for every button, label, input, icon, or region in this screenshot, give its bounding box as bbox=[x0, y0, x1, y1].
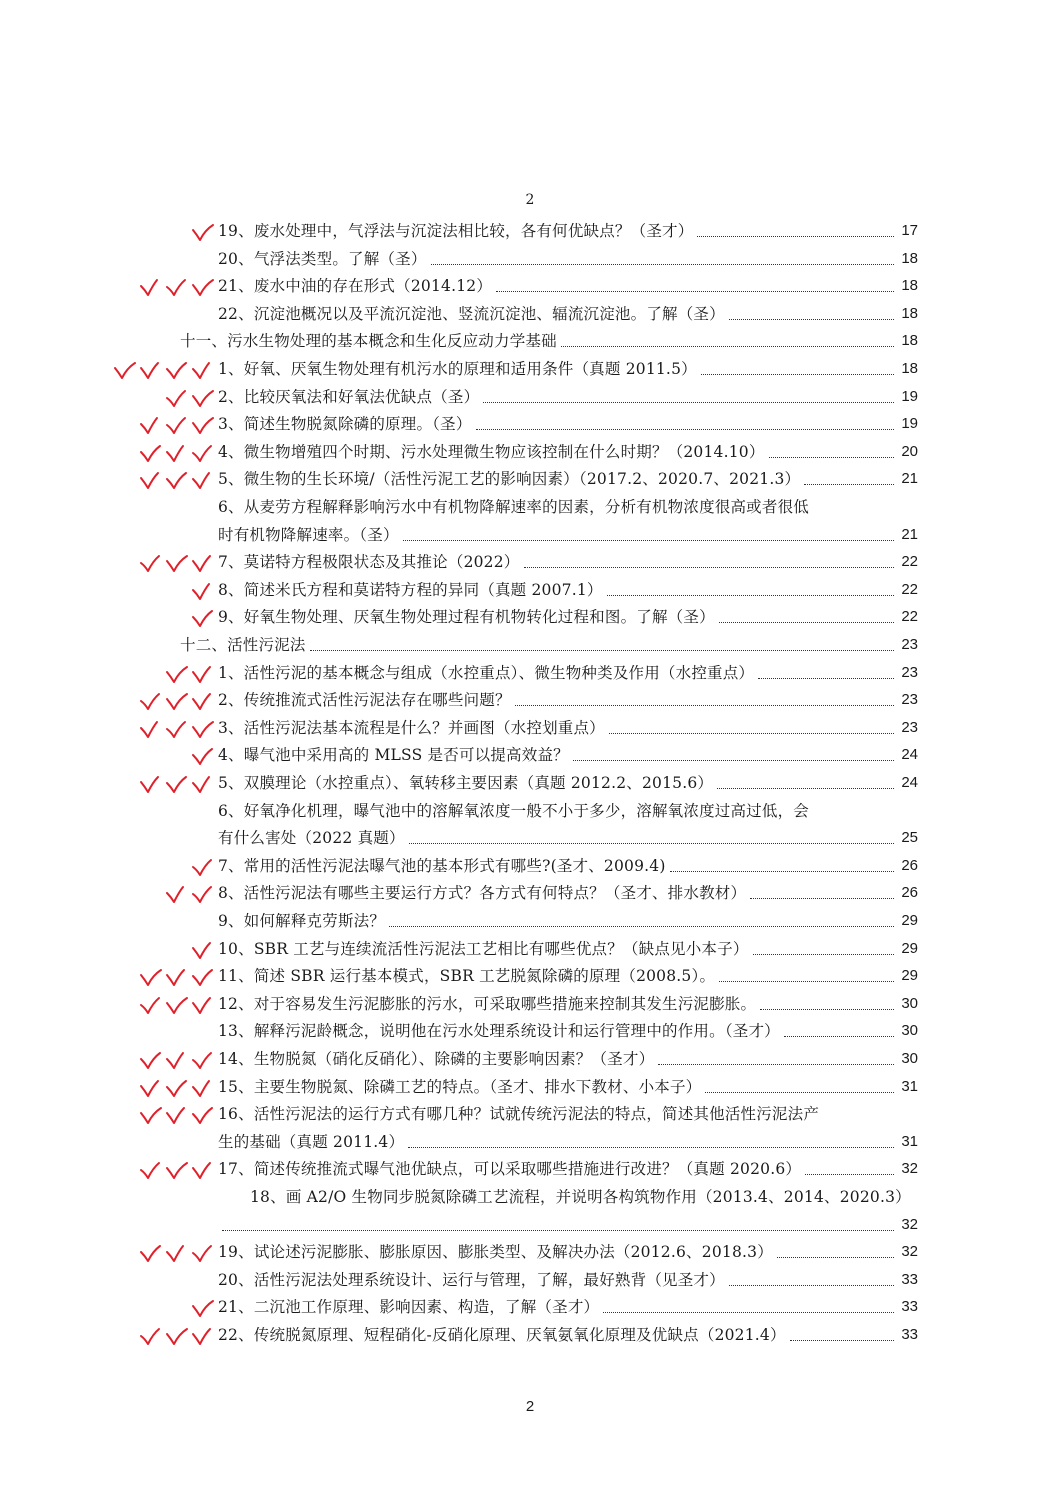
toc-page-number: 21 bbox=[901, 470, 918, 488]
checkmark-icon bbox=[164, 1104, 190, 1126]
checkmark-icon bbox=[138, 1242, 164, 1264]
toc-page-number: 19 bbox=[901, 415, 918, 433]
checkmark-icon bbox=[164, 552, 190, 574]
toc-entry[interactable] bbox=[0, 632, 1060, 660]
toc-entry[interactable] bbox=[0, 880, 1060, 908]
checkmark-icon bbox=[138, 718, 164, 740]
toc-entry-title: 7、常用的活性污泥法曝气池的基本形式有哪些?(圣才、2009.4) bbox=[218, 856, 666, 875]
dot-leader bbox=[760, 1009, 894, 1010]
dot-leader bbox=[784, 1036, 894, 1037]
dot-leader bbox=[609, 733, 894, 734]
toc-page-number: 30 bbox=[901, 994, 918, 1012]
checkmark-icon bbox=[164, 1159, 190, 1181]
checkmark-icon bbox=[190, 552, 216, 574]
toc-entry[interactable] bbox=[0, 963, 1060, 991]
toc-page-number: 22 bbox=[901, 553, 918, 571]
toc-entry-title: 3、活性污泥法基本流程是什么？并画图（水控划重点） bbox=[218, 718, 605, 737]
toc-entry[interactable] bbox=[0, 273, 1060, 301]
toc-entry-title: 5、双膜理论（水控重点）、氧转移主要因素（真题 2012.2、2015.6） bbox=[218, 774, 714, 792]
toc-page-number: 31 bbox=[901, 1077, 918, 1095]
check-marks bbox=[138, 991, 216, 1019]
toc-entry[interactable] bbox=[0, 936, 1060, 964]
toc-page-number: 32 bbox=[901, 1160, 918, 1178]
checkmark-icon bbox=[164, 773, 190, 795]
check-marks bbox=[138, 687, 216, 715]
dot-leader bbox=[705, 1092, 894, 1093]
toc-entry-title: 3、简述生物脱氮除磷的原理。（圣） bbox=[218, 415, 472, 434]
checkmark-icon bbox=[190, 1242, 216, 1264]
toc-entry-title: 22、传统脱氮原理、短程硝化-反硝化原理、厌氧氨氧化原理及优缺点（2021.4） bbox=[218, 1326, 786, 1344]
checkmark-icon bbox=[164, 883, 190, 905]
toc-page-number: 18 bbox=[901, 249, 918, 267]
checkmark-icon bbox=[138, 442, 164, 464]
toc-entry-title: 20、气浮法类型。了解（圣） bbox=[218, 249, 427, 268]
checkmark-icon bbox=[190, 883, 216, 905]
checkmark-icon bbox=[190, 994, 216, 1016]
checkmark-icon bbox=[138, 414, 164, 436]
toc-page-number: 18 bbox=[901, 277, 918, 295]
dot-leader bbox=[777, 1257, 894, 1258]
toc-entry-title-continued: 时有机物降解速率。（圣） bbox=[218, 525, 399, 544]
checkmark-icon bbox=[190, 1049, 216, 1071]
checkmark-icon bbox=[138, 1325, 164, 1347]
checkmark-icon bbox=[190, 221, 216, 243]
check-marks bbox=[138, 439, 216, 467]
checkmark-icon bbox=[190, 690, 216, 712]
toc-entry[interactable] bbox=[0, 439, 1060, 467]
checkmark-icon bbox=[190, 387, 216, 409]
dot-leader bbox=[805, 1174, 894, 1175]
page-number-top: 2 bbox=[525, 192, 535, 208]
checkmark-icon bbox=[190, 1077, 216, 1099]
toc-entry-title: 1、好氧、厌氧生物处理有机污水的原理和适用条件（真题 2011.5） bbox=[218, 360, 697, 378]
dot-leader bbox=[403, 540, 894, 541]
check-marks bbox=[138, 1101, 216, 1129]
dot-leader bbox=[697, 236, 894, 237]
dot-leader bbox=[658, 1064, 894, 1065]
check-marks bbox=[190, 936, 216, 964]
toc-entry-title: 22、沉淀池概况以及平流沉淀池、竖流沉淀池、辐流沉淀池。了解（圣） bbox=[218, 304, 725, 323]
toc-entry-title: 17、简述传统推流式曝气池优缺点，可以采取哪些措施进行改进？（真题 2020.6） bbox=[218, 1160, 802, 1179]
toc-entry[interactable] bbox=[0, 301, 1060, 329]
dot-leader bbox=[769, 457, 894, 458]
toc-entry[interactable] bbox=[0, 494, 1060, 549]
check-marks bbox=[190, 604, 216, 632]
toc-page-number: 31 bbox=[901, 1132, 918, 1150]
toc-page-number: 19 bbox=[901, 387, 918, 405]
toc-page-number: 24 bbox=[901, 774, 918, 791]
dot-leader bbox=[408, 1147, 894, 1148]
checkmark-icon bbox=[138, 994, 164, 1016]
checkmark-icon bbox=[164, 994, 190, 1016]
toc-page-number: 23 bbox=[901, 663, 918, 681]
toc-entry-title: 16、活性污泥法的运行方式有哪几种？试就传统污泥法的特点，简述其他活性污泥法产 bbox=[218, 1105, 820, 1124]
toc-entry-title: 10、SBR 工艺与连续流活性污泥法工艺相比有哪些优点？（缺点见小本子） bbox=[218, 939, 749, 958]
checkmark-icon bbox=[164, 718, 190, 740]
checkmark-icon bbox=[164, 469, 190, 491]
dot-leader bbox=[729, 319, 894, 320]
toc-entry[interactable] bbox=[0, 908, 1060, 936]
dot-leader bbox=[729, 1285, 894, 1286]
toc-entry[interactable] bbox=[0, 1239, 1060, 1267]
checkmark-icon bbox=[164, 414, 190, 436]
toc-entry-title: 15、主要生物脱氮、除磷工艺的特点。（圣才、排水下教材、小本子） bbox=[218, 1077, 702, 1096]
checkmark-icon bbox=[138, 552, 164, 574]
toc-page-number: 30 bbox=[901, 1050, 918, 1067]
checkmark-icon bbox=[138, 469, 164, 491]
toc-entry-title: 14、生物脱氮（硝化反硝化）、除磷的主要影响因素？（圣才） bbox=[218, 1050, 655, 1068]
toc-entry-title: 4、曝气池中采用高的 MLSS 是否可以提高效益？ bbox=[218, 746, 569, 765]
check-marks bbox=[138, 466, 216, 494]
toc-entry[interactable] bbox=[0, 853, 1060, 881]
dot-leader bbox=[476, 429, 894, 430]
toc-page-number: 29 bbox=[901, 939, 918, 957]
toc-entry-title: 5、微生物的生长环境/（活性污泥工艺的影响因素）（2017.2、2020.7、2021.3） bbox=[218, 470, 801, 489]
toc-entry[interactable] bbox=[0, 328, 1060, 356]
toc-entry[interactable] bbox=[0, 356, 1060, 384]
checkmark-icon bbox=[164, 359, 190, 381]
toc-page-number: 33 bbox=[901, 1270, 918, 1288]
toc-entry-title: 12、对于容易发生污泥膨胀的污水，可采取哪些措施来控制其发生污泥膨胀。 bbox=[218, 994, 757, 1013]
toc-page-number: 23 bbox=[901, 636, 918, 653]
checkmark-icon bbox=[190, 966, 216, 988]
checkmark-icon bbox=[138, 1049, 164, 1071]
toc-page-number: 26 bbox=[901, 856, 918, 874]
toc-entry-title: 13、解释污泥龄概念，说明他在污水处理系统设计和运行管理中的作用。（圣才） bbox=[218, 1022, 780, 1041]
dot-leader bbox=[573, 760, 894, 761]
checkmark-icon bbox=[138, 276, 164, 298]
check-marks bbox=[138, 1074, 216, 1102]
check-marks bbox=[138, 549, 216, 577]
dot-leader bbox=[753, 954, 894, 955]
dot-leader bbox=[758, 678, 894, 679]
toc-entry[interactable] bbox=[0, 218, 1060, 246]
toc-entry[interactable] bbox=[0, 549, 1060, 577]
toc-entry[interactable] bbox=[0, 1184, 1060, 1239]
dot-leader bbox=[389, 926, 894, 927]
toc-entry[interactable] bbox=[0, 604, 1060, 632]
toc-entry-title: 19、试论述污泥膨胀、膨胀原因、膨胀类型、及解决办法（2012.6、2018.3） bbox=[218, 1243, 773, 1262]
check-marks bbox=[112, 356, 216, 384]
toc-entry-title: 8、简述米氏方程和莫诺特方程的异同（真题 2007.1） bbox=[218, 580, 603, 599]
toc-page-number: 29 bbox=[901, 912, 918, 929]
checkmark-icon bbox=[190, 856, 216, 878]
checkmark-icon bbox=[190, 745, 216, 767]
dot-leader bbox=[603, 1312, 894, 1313]
toc-page-number: 22 bbox=[901, 580, 918, 598]
toc-page-number: 18 bbox=[901, 360, 918, 377]
checkmark-icon bbox=[190, 718, 216, 740]
dot-leader bbox=[310, 650, 894, 651]
checkmark-icon bbox=[190, 580, 216, 602]
checkmark-icon bbox=[190, 359, 216, 381]
toc-entry-title: 6、从麦劳方程解释影响污水中有机物降解速率的因素，分析有机物浓度很高或者很低 bbox=[218, 498, 809, 516]
toc-entry-title-continued: 有什么害处（2022 真题） bbox=[218, 829, 405, 848]
toc-entry[interactable] bbox=[0, 660, 1060, 688]
toc-entry[interactable] bbox=[0, 798, 1060, 853]
check-marks bbox=[138, 1046, 216, 1074]
toc-entry-title: 7、莫诺特方程极限状态及其推论（2022） bbox=[218, 553, 520, 572]
checkmark-icon bbox=[138, 966, 164, 988]
checkmark-icon bbox=[190, 414, 216, 436]
checkmark-icon bbox=[164, 1077, 190, 1099]
checkmark-icon bbox=[190, 939, 216, 961]
checkmark-icon bbox=[190, 1297, 216, 1319]
checkmark-icon bbox=[190, 1159, 216, 1181]
toc-page-number: 20 bbox=[901, 442, 918, 460]
toc-entry[interactable] bbox=[0, 1156, 1060, 1184]
check-marks bbox=[190, 853, 216, 881]
dot-leader bbox=[524, 567, 894, 568]
dot-leader bbox=[717, 788, 894, 789]
toc-page-number: 17 bbox=[901, 222, 918, 239]
check-marks bbox=[138, 1239, 216, 1267]
check-marks bbox=[190, 742, 216, 770]
dot-leader bbox=[496, 291, 894, 292]
dot-leader bbox=[804, 484, 894, 485]
toc-entry[interactable] bbox=[0, 770, 1060, 798]
toc-entry-title: 21、二沉池工作原理、影响因素、构造，了解（圣才） bbox=[218, 1298, 600, 1317]
toc-page-number: 33 bbox=[901, 1326, 918, 1343]
checkmark-icon bbox=[190, 663, 216, 685]
toc-entry[interactable] bbox=[0, 411, 1060, 439]
toc-entry[interactable] bbox=[0, 1267, 1060, 1295]
checkmark-icon bbox=[164, 663, 190, 685]
checkmark-icon bbox=[164, 690, 190, 712]
toc-section-title: 十二、活性污泥法 bbox=[180, 636, 306, 654]
toc-entry-title: 2、传统推流式活性污泥法存在哪些问题？ bbox=[218, 691, 511, 710]
checkmark-icon bbox=[190, 1325, 216, 1347]
toc-entry[interactable] bbox=[0, 1046, 1060, 1074]
toc-page-number: 30 bbox=[901, 1022, 918, 1040]
checkmark-icon bbox=[138, 1077, 164, 1099]
toc-page-number: 32 bbox=[901, 1215, 918, 1233]
dot-leader bbox=[222, 1230, 894, 1231]
toc-entry[interactable] bbox=[0, 1018, 1060, 1046]
toc-page-number: 26 bbox=[901, 884, 918, 902]
toc-entry-title: 11、简述 SBR 运行基本模式，SBR 工艺脱氮除磷的原理（2008.5）。 bbox=[218, 967, 716, 986]
toc-entry-title: 4、微生物增殖四个时期、污水处理微生物应该控制在什么时期？（2014.10） bbox=[218, 442, 765, 461]
toc-entry-title: 21、废水中油的存在形式（2014.12） bbox=[218, 277, 493, 296]
dot-leader bbox=[750, 898, 894, 899]
checkmark-icon bbox=[190, 442, 216, 464]
check-marks bbox=[138, 411, 216, 439]
check-marks bbox=[164, 880, 216, 908]
toc-page-number: 24 bbox=[901, 746, 918, 764]
checkmark-icon bbox=[164, 442, 190, 464]
toc-entry[interactable] bbox=[0, 246, 1060, 274]
checkmark-icon bbox=[164, 966, 190, 988]
checkmark-icon bbox=[190, 276, 216, 298]
checkmark-icon bbox=[138, 1159, 164, 1181]
toc-entry-title: 19、废水处理中，气浮法与沉淀法相比较，各有何优缺点？（圣才） bbox=[218, 222, 694, 240]
checkmark-icon bbox=[138, 773, 164, 795]
checkmark-icon bbox=[164, 1325, 190, 1347]
toc-entry[interactable] bbox=[0, 1074, 1060, 1102]
check-marks bbox=[190, 218, 216, 246]
check-marks bbox=[138, 963, 216, 991]
toc-page-number: 18 bbox=[901, 304, 918, 322]
checkmark-icon bbox=[190, 469, 216, 491]
checkmark-icon bbox=[164, 1242, 190, 1264]
toc-page-number: 22 bbox=[901, 608, 918, 626]
check-marks bbox=[138, 770, 216, 798]
checkmark-icon bbox=[190, 607, 216, 629]
toc-entry-title-continued: 生的基础（真题 2011.4） bbox=[218, 1132, 405, 1151]
checkmark-icon bbox=[138, 1104, 164, 1126]
dot-leader bbox=[409, 843, 894, 844]
toc-entry-title: 20、活性污泥法处理系统设计、运行与管理，了解，最好熟背（见圣才） bbox=[218, 1270, 725, 1289]
check-marks bbox=[138, 1322, 216, 1350]
check-marks bbox=[138, 715, 216, 743]
checkmark-icon bbox=[138, 359, 164, 381]
page-number-bottom: 2 bbox=[525, 1398, 535, 1415]
dot-leader bbox=[431, 264, 894, 265]
toc-page-number: 18 bbox=[901, 332, 918, 350]
toc-entry[interactable] bbox=[0, 577, 1060, 605]
check-marks bbox=[190, 577, 216, 605]
check-marks bbox=[164, 660, 216, 688]
check-marks bbox=[190, 1294, 216, 1322]
toc-entry-title: 9、如何解释克劳斯法？ bbox=[218, 912, 386, 930]
checkmark-icon bbox=[164, 387, 190, 409]
checkmark-icon bbox=[164, 276, 190, 298]
dot-leader bbox=[561, 346, 894, 347]
checkmark-icon bbox=[138, 690, 164, 712]
toc-page-number: 32 bbox=[901, 1243, 918, 1261]
check-marks bbox=[138, 273, 216, 301]
dot-leader bbox=[607, 595, 894, 596]
toc-page-number: 23 bbox=[901, 691, 918, 709]
dot-leader bbox=[670, 871, 894, 872]
toc-entry[interactable] bbox=[0, 1101, 1060, 1156]
dot-leader bbox=[483, 402, 894, 403]
toc-entry[interactable] bbox=[0, 742, 1060, 770]
toc-page-number: 23 bbox=[901, 718, 918, 736]
toc-entry-title: 6、好氧净化机理，曝气池中的溶解氧浓度一般不小于多少，溶解氧浓度过高过低，会 bbox=[218, 801, 809, 820]
toc-entry-title: 18、画 A2/O 生物同步脱氮除磷工艺流程，并说明各构筑物作用（2013.4、2014、2020.3） bbox=[250, 1188, 911, 1206]
toc-entry-title: 8、活性污泥法有哪些主要运行方式？各方式有何特点？（圣才、排水教材） bbox=[218, 884, 747, 903]
toc-entry-title: 2、比较厌氧法和好氧法优缺点（圣） bbox=[218, 387, 480, 406]
toc-entry[interactable] bbox=[0, 687, 1060, 715]
dot-leader bbox=[719, 981, 894, 982]
toc-page-number: 21 bbox=[901, 525, 918, 543]
checkmark-icon bbox=[164, 1049, 190, 1071]
toc-entry[interactable] bbox=[0, 384, 1060, 412]
dot-leader bbox=[515, 705, 894, 706]
checkmark-icon bbox=[190, 773, 216, 795]
checkmark-icon bbox=[112, 359, 138, 381]
toc-page-number: 25 bbox=[901, 829, 918, 847]
dot-leader bbox=[719, 622, 894, 623]
toc-entry[interactable] bbox=[0, 1322, 1060, 1350]
toc-entry-title: 1、活性污泥的基本概念与组成（水控重点）、微生物种类及作用（水控重点） bbox=[218, 663, 755, 682]
toc-entry[interactable] bbox=[0, 991, 1060, 1019]
toc-section-title: 十一、污水生物处理的基本概念和生化反应动力学基础 bbox=[180, 332, 557, 351]
toc-page-number: 33 bbox=[901, 1298, 918, 1316]
dot-leader bbox=[790, 1340, 894, 1341]
checkmark-icon bbox=[190, 1104, 216, 1126]
toc-entry[interactable] bbox=[0, 715, 1060, 743]
toc-entry[interactable] bbox=[0, 466, 1060, 494]
toc-entry-title: 9、好氧生物处理、厌氧生物处理过程有机物转化过程和图。了解（圣） bbox=[218, 608, 715, 627]
dot-leader bbox=[701, 374, 894, 375]
toc-page-number: 29 bbox=[901, 967, 918, 985]
check-marks bbox=[138, 1156, 216, 1184]
check-marks bbox=[164, 384, 216, 412]
toc-entry[interactable] bbox=[0, 1294, 1060, 1322]
